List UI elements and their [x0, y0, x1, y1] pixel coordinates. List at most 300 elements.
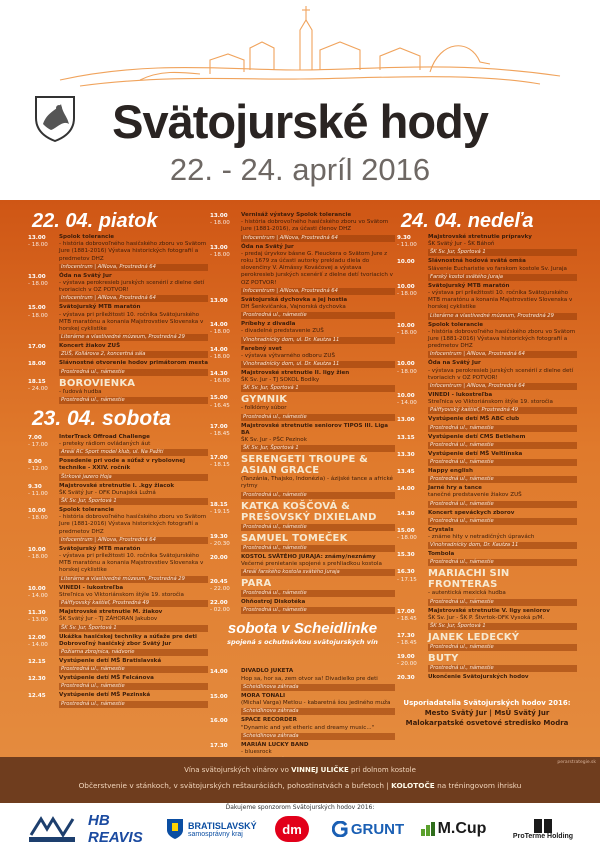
program-area [0, 200, 600, 757]
event-end-time: - 18.00 [397, 329, 417, 336]
event-time [397, 674, 428, 682]
event-end-time: - 18.45 [397, 615, 417, 622]
proterme-mark-icon [534, 819, 552, 833]
event-body [428, 632, 577, 651]
event-time [28, 675, 59, 690]
event-body [59, 378, 208, 404]
event-body [428, 360, 577, 390]
event-item [397, 632, 577, 651]
event-body [241, 599, 395, 614]
event-title: Majstrovské stretnutie M. žiakov [59, 609, 163, 616]
event-description: ŠK Sv. Jur - ŠK P. Štvrtok-OFK Vysoká p/M. [428, 614, 545, 621]
event-venue: Areál farského kostola svätého Juraja [241, 569, 395, 576]
event-description: ŠK Sv. Jur - PŠC Pezinok [241, 437, 307, 444]
event-end-time: - 18.00 [210, 220, 230, 227]
event-description: "Dynamic and yet etheric and dreamy music..." [241, 724, 375, 731]
event-venue: Prostredná ul., námestie [428, 518, 577, 525]
event-description: Slávenie Eucharistie vo farskom kostole Sv. Juraja [428, 265, 567, 272]
event-description: - autentická mexická hudba [428, 590, 506, 597]
event-start-time: 13.00 [210, 297, 228, 304]
event-body [59, 273, 208, 303]
event-item [210, 321, 395, 343]
event-time [210, 578, 241, 597]
event-start-time: 10.00 [28, 585, 46, 592]
event-item [210, 533, 395, 552]
footer-line-wine: Vína svätojurských vinárov vo VINNEJ ULIČKE pri dolnom kostole [184, 766, 416, 774]
event-start-time: 18.00 [28, 361, 46, 368]
event-description: - história dobrovoľného hasičského zboru vo Svätom Jure (1881-2016) Výstava historických fotografií a predmetov DHZ [59, 241, 207, 262]
event-item [210, 454, 395, 498]
event-venue: Prostredná ul., námestie [428, 442, 577, 449]
event-body [241, 717, 395, 739]
sponsor-logo-hb-reavis: HB REAVIS [88, 812, 143, 846]
event-body [428, 527, 577, 549]
event-item [28, 458, 208, 480]
organizers-names: Mesto Svätý Jur | MsÚ Svätý Jur Malokarpatské osvetové stredisko Modra [405, 709, 569, 728]
event-title: Svätojurská dychovka a jej hostia [241, 296, 348, 303]
event-time [28, 585, 59, 607]
event-venue: ZUŠ, Kollárova 2, koncertná sála [59, 351, 208, 358]
event-item [210, 668, 395, 690]
event-title: Vystúpenie detí MŠ Pezinská [59, 692, 151, 699]
sponsor-logo-grunt: GRUNT [328, 814, 408, 844]
event-title: Farebný svet [241, 345, 282, 352]
event-item [210, 693, 395, 715]
event-venue: Scheidlinova záhrada [241, 684, 395, 691]
event-start-time: 10.00 [397, 283, 415, 290]
event-time [210, 346, 241, 368]
event-title: Vystúpenie detí MŠ ABC club [428, 416, 520, 423]
event-title: MORA TONALI [241, 692, 286, 699]
event-end-time: - 18.45 [397, 640, 417, 647]
event-venue: Scheidlinova záhrada [241, 708, 395, 715]
event-venue: Prostredná ul., námestie [241, 607, 395, 614]
event-venue: Prostredná ul., námestie [241, 545, 395, 552]
event-description: - výstava pri príležitosti 10. ročníka Svätojurského MTB maratónu a konania Majstrovstiev Slovenska v horskej cyklistike [59, 311, 204, 333]
event-end-time: - 22.00 [210, 586, 230, 593]
event-start-time: 12.00 [28, 634, 46, 641]
event-body [428, 608, 577, 630]
event-title: Jarné hry a tance [428, 485, 482, 492]
event-end-time: - 19.15 [210, 508, 230, 515]
event-title: Vystúpenie detí CMS Betlehem [428, 433, 526, 440]
event-body [428, 258, 577, 280]
event-body [428, 568, 577, 605]
event-title: Príbehy z divadla [241, 321, 296, 328]
event-venue: Scheidlinova záhrada [241, 733, 395, 740]
event-time [397, 527, 428, 549]
town-skyline-illustration [0, 0, 600, 100]
event-title: JANEK LEDECKÝ [428, 632, 520, 644]
event-start-time: 19.00 [397, 654, 415, 661]
event-title: BUTY [428, 653, 459, 665]
event-time [28, 378, 59, 404]
event-start-time: 14.30 [210, 371, 228, 378]
event-title: Vernisáž výstavy Spolok tolerancie [241, 212, 352, 218]
event-body [241, 244, 395, 295]
sunday-event-list [397, 234, 577, 682]
event-end-time: - 12.00 [28, 466, 48, 473]
event-time [28, 458, 59, 480]
event-end-time: - 24.00 [28, 385, 48, 392]
event-item [210, 501, 395, 531]
event-description: Večerné prenietanie spojené s prehliadkou kostola [241, 560, 382, 567]
event-time [210, 423, 241, 453]
event-item [210, 370, 395, 392]
event-title: Majstrovské stretnutie seniorov TIPOS III. Liga BA [241, 422, 389, 436]
event-body [241, 394, 395, 420]
event-item [397, 416, 577, 431]
event-start-time: 17.00 [397, 608, 415, 615]
event-title: Óda na Svätý Jur [59, 272, 112, 279]
event-description: ŠK Svätý Jur - TJ ZÁHORAN Jakubov [59, 616, 158, 623]
event-start-time: 14.30 [397, 510, 415, 517]
event-venue: Pálffyovský kaštieľ, Prostredná 49 [59, 600, 208, 607]
day-heading-friday: 22. 04. piatok [32, 210, 158, 232]
event-time [210, 297, 241, 319]
event-title: DIVADLO JUKETA [241, 668, 294, 675]
event-start-time: 13.00 [28, 273, 46, 280]
event-venue: ŠK Sv. Jur, Športová 1 [59, 625, 208, 632]
event-title: Tombola [428, 551, 455, 558]
event-start-time: 11.30 [28, 610, 46, 617]
event-body [59, 609, 208, 631]
event-venue: Prostredná ul., námestie [59, 683, 208, 690]
event-time [28, 360, 59, 375]
event-start-time: 10.00 [397, 361, 415, 368]
event-title: Vystúpenie detí MŠ Bratislavská [59, 657, 162, 664]
event-title: VINEDI - lukostreľba [59, 584, 124, 591]
event-end-time: - 18.00 [28, 312, 48, 319]
event-body [59, 634, 208, 656]
event-time [210, 668, 241, 690]
event-venue: Prostredná ul., námestie [428, 599, 577, 606]
event-item [28, 360, 208, 375]
event-start-time: 17.00 [210, 455, 228, 462]
event-description: DH Šenkvičanka, Vajnorská dychovka [241, 304, 346, 311]
event-description: (Tanzánia, Thajsko, Indonézia) - ázijské tance a africké rytmy [241, 476, 393, 490]
event-item [28, 483, 208, 505]
event-title: KATKA KOŠČOVÁ & PREŠOVSKÝ DIXIELAND [241, 500, 377, 523]
event-body [428, 434, 577, 449]
event-venue: Prostredná ul., námestie [241, 414, 395, 421]
event-end-time: - 16.45 [210, 402, 230, 409]
event-end-time: - 18.00 [28, 281, 48, 288]
event-body [59, 507, 208, 544]
event-time [210, 533, 241, 552]
saturday-continued-event-list [210, 212, 395, 614]
event-title: Crystals [428, 526, 454, 533]
event-start-time: 14.00 [210, 346, 228, 353]
event-body [241, 578, 395, 597]
event-item [28, 304, 208, 341]
event-time [210, 244, 241, 295]
event-description: - história dobrovoľného hasičského zboru vo Svätom Jure (1881-2016) Výstava historických fotografií a predmetov DHZ [428, 328, 576, 350]
event-title: MARIACHI SIN FRONTERAS [428, 568, 510, 591]
event-description: Hop sa, hor sa, zem otvor sa! Divadielko pre deti [241, 675, 378, 682]
event-venue: Prostredná ul., námestie [59, 397, 208, 404]
event-title: InterTrack Offroad Challenge [59, 433, 150, 440]
event-title: Ukončenie Svätojurských hodov [428, 674, 529, 681]
event-start-time: 10.00 [397, 322, 415, 329]
event-title: Óda na Svätý Jur [428, 360, 481, 367]
event-venue: Prostredná ul., námestie [59, 369, 208, 376]
event-body [428, 392, 577, 414]
event-description: - výstava pri príležitosti 10. ročníka Svätojurského MTB maratónu a konania Majstrovstiev Slovenska v horskej cyklistike [59, 553, 204, 574]
event-time [397, 283, 428, 320]
event-time [397, 416, 428, 431]
event-item [28, 609, 208, 631]
event-start-time: 9.30 [28, 483, 42, 490]
event-body [241, 533, 395, 552]
event-item [397, 674, 577, 682]
event-body [241, 297, 395, 319]
designer-credit: perarstrategie.sk [557, 760, 596, 765]
event-item [397, 485, 577, 507]
event-title: Koncert žiakov ZUŠ [59, 343, 121, 350]
event-start-time: 10.00 [397, 393, 415, 400]
event-time [397, 608, 428, 630]
event-item [210, 423, 395, 453]
event-item [397, 451, 577, 466]
sponsor-logo-martinkrea [20, 814, 84, 844]
event-start-time: 18.15 [28, 378, 46, 385]
event-start-time: 16.30 [397, 569, 415, 576]
event-title: VINEDI - lukostreľba [428, 392, 493, 399]
event-item [397, 468, 577, 483]
event-end-time: - 20.00 [397, 661, 417, 668]
event-time [397, 360, 428, 390]
event-body [428, 674, 577, 682]
event-end-time: - 13.00 [28, 617, 48, 624]
organizers [397, 698, 577, 728]
event-item [397, 527, 577, 549]
event-title: Óda na Svätý Jur [241, 243, 294, 250]
event-title: Majstrovské stretnutie V. ligy seniorov [428, 607, 550, 614]
event-body [241, 693, 395, 715]
event-venue: Infocentrum | AINova, Prostredná 64 [59, 537, 208, 544]
event-start-time: 15.00 [210, 693, 228, 700]
event-title: Majstrovské stretnutie I. .kgy žiacok [59, 482, 175, 489]
event-time [28, 434, 59, 456]
event-venue: Prostredná ul., námestie [59, 701, 208, 708]
event-title: Slávnostná hodová svätá omša [428, 258, 526, 265]
event-description: - ľudová hudba [59, 388, 102, 395]
event-title: Spolok tolerancie [428, 321, 484, 328]
event-venue: Infocentrum | AINova, Prostredná 64 [241, 288, 395, 295]
event-start-time: 14.00 [210, 669, 228, 676]
bratislava-crest-icon [166, 818, 184, 840]
event-item [397, 258, 577, 280]
event-time [210, 693, 241, 715]
event-body [241, 454, 395, 498]
event-title: Majstrovské stretnutie II. ligy žien [241, 370, 350, 377]
event-end-time: - 18.00 [397, 535, 417, 542]
event-end-time: - 14.00 [28, 641, 48, 648]
event-title: Spolok tolerancie [59, 507, 115, 514]
event-venue: Prostredná ul., námestie [428, 459, 577, 466]
event-body [59, 360, 208, 375]
event-time [210, 454, 241, 498]
event-time [210, 394, 241, 420]
event-end-time: - 11.00 [28, 490, 48, 497]
event-body [428, 322, 577, 359]
column-friday-saturday [28, 210, 208, 708]
event-venue: Prostredná ul., námestie [241, 312, 395, 319]
event-time [397, 234, 428, 256]
event-venue: Vinohradnícky dom, ul. Dr. Kautza 11 [241, 361, 395, 368]
footer-band [0, 757, 600, 803]
event-end-time: - 20.30 [210, 540, 230, 547]
event-start-time: 20.00 [210, 554, 228, 561]
event-time [397, 434, 428, 449]
event-time [210, 599, 241, 614]
event-time [397, 632, 428, 651]
event-item [210, 394, 395, 420]
event-end-time: - 18.00 [210, 329, 230, 336]
event-start-time: 13.45 [397, 469, 415, 476]
event-description: - výstava výtvarného odboru ZUŠ [241, 352, 336, 359]
event-time [397, 392, 428, 414]
martinkrea-logo-icon [27, 815, 77, 843]
event-venue: Prostredná ul., námestie [241, 524, 395, 531]
event-title: PARA [241, 578, 272, 590]
event-venue: Vinohradnícky dom, Dr. Kautza 11 [428, 542, 577, 549]
event-venue: Prostredná ul., námestie [428, 644, 577, 651]
friday-event-list [28, 234, 208, 404]
event-venue: Infocentrum | AINova, Prostredná 64 [428, 383, 577, 390]
event-title: Svätojurský MTB maratón [428, 282, 510, 289]
event-venue: Literárne a vlastivedné múzeum, Prostredná 29 [59, 334, 208, 341]
event-body [59, 546, 208, 583]
event-description: - známe hity v netradičných úpravách [428, 534, 535, 541]
event-time [28, 304, 59, 341]
event-item [28, 692, 208, 707]
event-end-time: - 18.00 [210, 251, 230, 258]
event-start-time: 15.00 [210, 395, 228, 402]
event-time [210, 370, 241, 392]
event-description: Streľnica vo Viktoriánskom štýle 19. storočia [59, 591, 184, 598]
sponsors-thanks: Ďakujeme sponzorom Svätojurských hodov 2016: [225, 804, 375, 811]
event-item [210, 212, 395, 242]
event-time [210, 717, 241, 739]
event-venue: ŠK Sv. Jur, Športová 1 [428, 623, 577, 630]
event-title: GYMNIK [241, 394, 288, 406]
event-body [59, 458, 208, 480]
event-item [397, 322, 577, 359]
event-description: (Michal Varga) Metlou - kabaretná šou jediného muža [241, 700, 391, 707]
event-venue: Prostredná ul., námestie [428, 476, 577, 483]
event-body [241, 501, 395, 531]
event-title: Majstrovské stretnutie prípravky [428, 234, 532, 240]
event-time [397, 568, 428, 605]
event-venue: Pálffyovský kaštieľ, Prostredná 49 [428, 407, 577, 414]
event-time [210, 501, 241, 531]
saturday-event-list [28, 434, 208, 708]
event-title: Slávnostné otvorenie hodov primátorom mesta [59, 360, 208, 367]
mcup-mark-icon [420, 821, 436, 837]
event-item [210, 297, 395, 319]
event-body [59, 434, 208, 456]
event-time [28, 692, 59, 707]
event-item [397, 434, 577, 449]
event-end-time: - 02.00 [210, 607, 230, 614]
event-item [397, 283, 577, 320]
event-title: BOROVIENKA [59, 377, 136, 389]
event-venue: Prostredná ul., námestie [428, 501, 577, 508]
event-title: MARIÁN LUCKY BAND [241, 741, 309, 748]
event-title: Svätojurský MTB maratón [59, 304, 141, 311]
event-time [210, 321, 241, 343]
event-start-time: 17.00 [28, 344, 46, 351]
event-time [210, 212, 241, 242]
event-start-time: 17.30 [210, 742, 228, 749]
scheidlinka-subtitle: spojená s ochutnávkou svätojurských vín [227, 638, 378, 647]
event-title: SPACE RECORDER [241, 717, 297, 724]
event-end-time: - 18.00 [397, 368, 417, 375]
event-venue: Prostredná ul., námestie [241, 492, 395, 499]
event-start-time: 13.00 [210, 244, 228, 251]
event-start-time: 13.00 [28, 235, 46, 241]
event-time [28, 234, 59, 271]
event-venue: Štrkové jazero Hoja [59, 474, 208, 481]
event-time [28, 634, 59, 656]
event-title: KOSTOL SVÄTÉHO JURAJA: známy/neznámy [241, 553, 376, 560]
event-start-time: 13.15 [397, 434, 415, 441]
event-item [28, 658, 208, 673]
sponsor-logo-proterme: ProTerme Holding [498, 814, 588, 844]
event-body [428, 234, 577, 256]
event-item [28, 507, 208, 544]
event-time [28, 546, 59, 583]
event-end-time: - 18.00 [397, 291, 417, 298]
event-body [241, 321, 395, 343]
event-start-time: 17.00 [210, 423, 228, 430]
event-body [428, 551, 577, 566]
event-end-time: - 18.00 [28, 242, 48, 249]
event-body [428, 653, 577, 672]
event-start-time: 9.30 [397, 235, 411, 241]
event-end-time: - 16.00 [210, 378, 230, 385]
event-item [28, 675, 208, 690]
event-time [397, 653, 428, 672]
sponsor-logo-dm: dm [268, 814, 316, 844]
event-time [397, 322, 428, 359]
event-venue: Prostredná ul., námestie [241, 590, 395, 597]
event-item [210, 599, 395, 614]
event-venue: ŠK Sv. Jur, Športová 1 [428, 249, 577, 256]
event-body [59, 343, 208, 358]
event-body [428, 451, 577, 466]
event-description: - folklórny súbor [241, 405, 287, 412]
event-item [397, 360, 577, 390]
event-item [28, 234, 208, 271]
event-item [397, 568, 577, 605]
event-body [428, 283, 577, 320]
event-start-time: 10.00 [28, 508, 46, 515]
event-start-time: 7.00 [28, 434, 42, 441]
event-item [397, 392, 577, 414]
event-venue: ŠK Sv. Jur, Športová 1 [241, 385, 395, 392]
event-description: - výstava pri príležitosti 10. ročníka Svätojurského MTB maratónu a konania Majstrovstiev Slovenska v horskej cyklistike [428, 290, 573, 311]
event-item [28, 585, 208, 607]
scheidlinka-title: sobota v Scheidlinke [227, 620, 378, 638]
event-body [241, 212, 395, 242]
event-title: Ohňostroj Diskotéka [241, 599, 306, 606]
event-item [397, 234, 577, 256]
event-time [397, 258, 428, 280]
event-body [428, 510, 577, 525]
